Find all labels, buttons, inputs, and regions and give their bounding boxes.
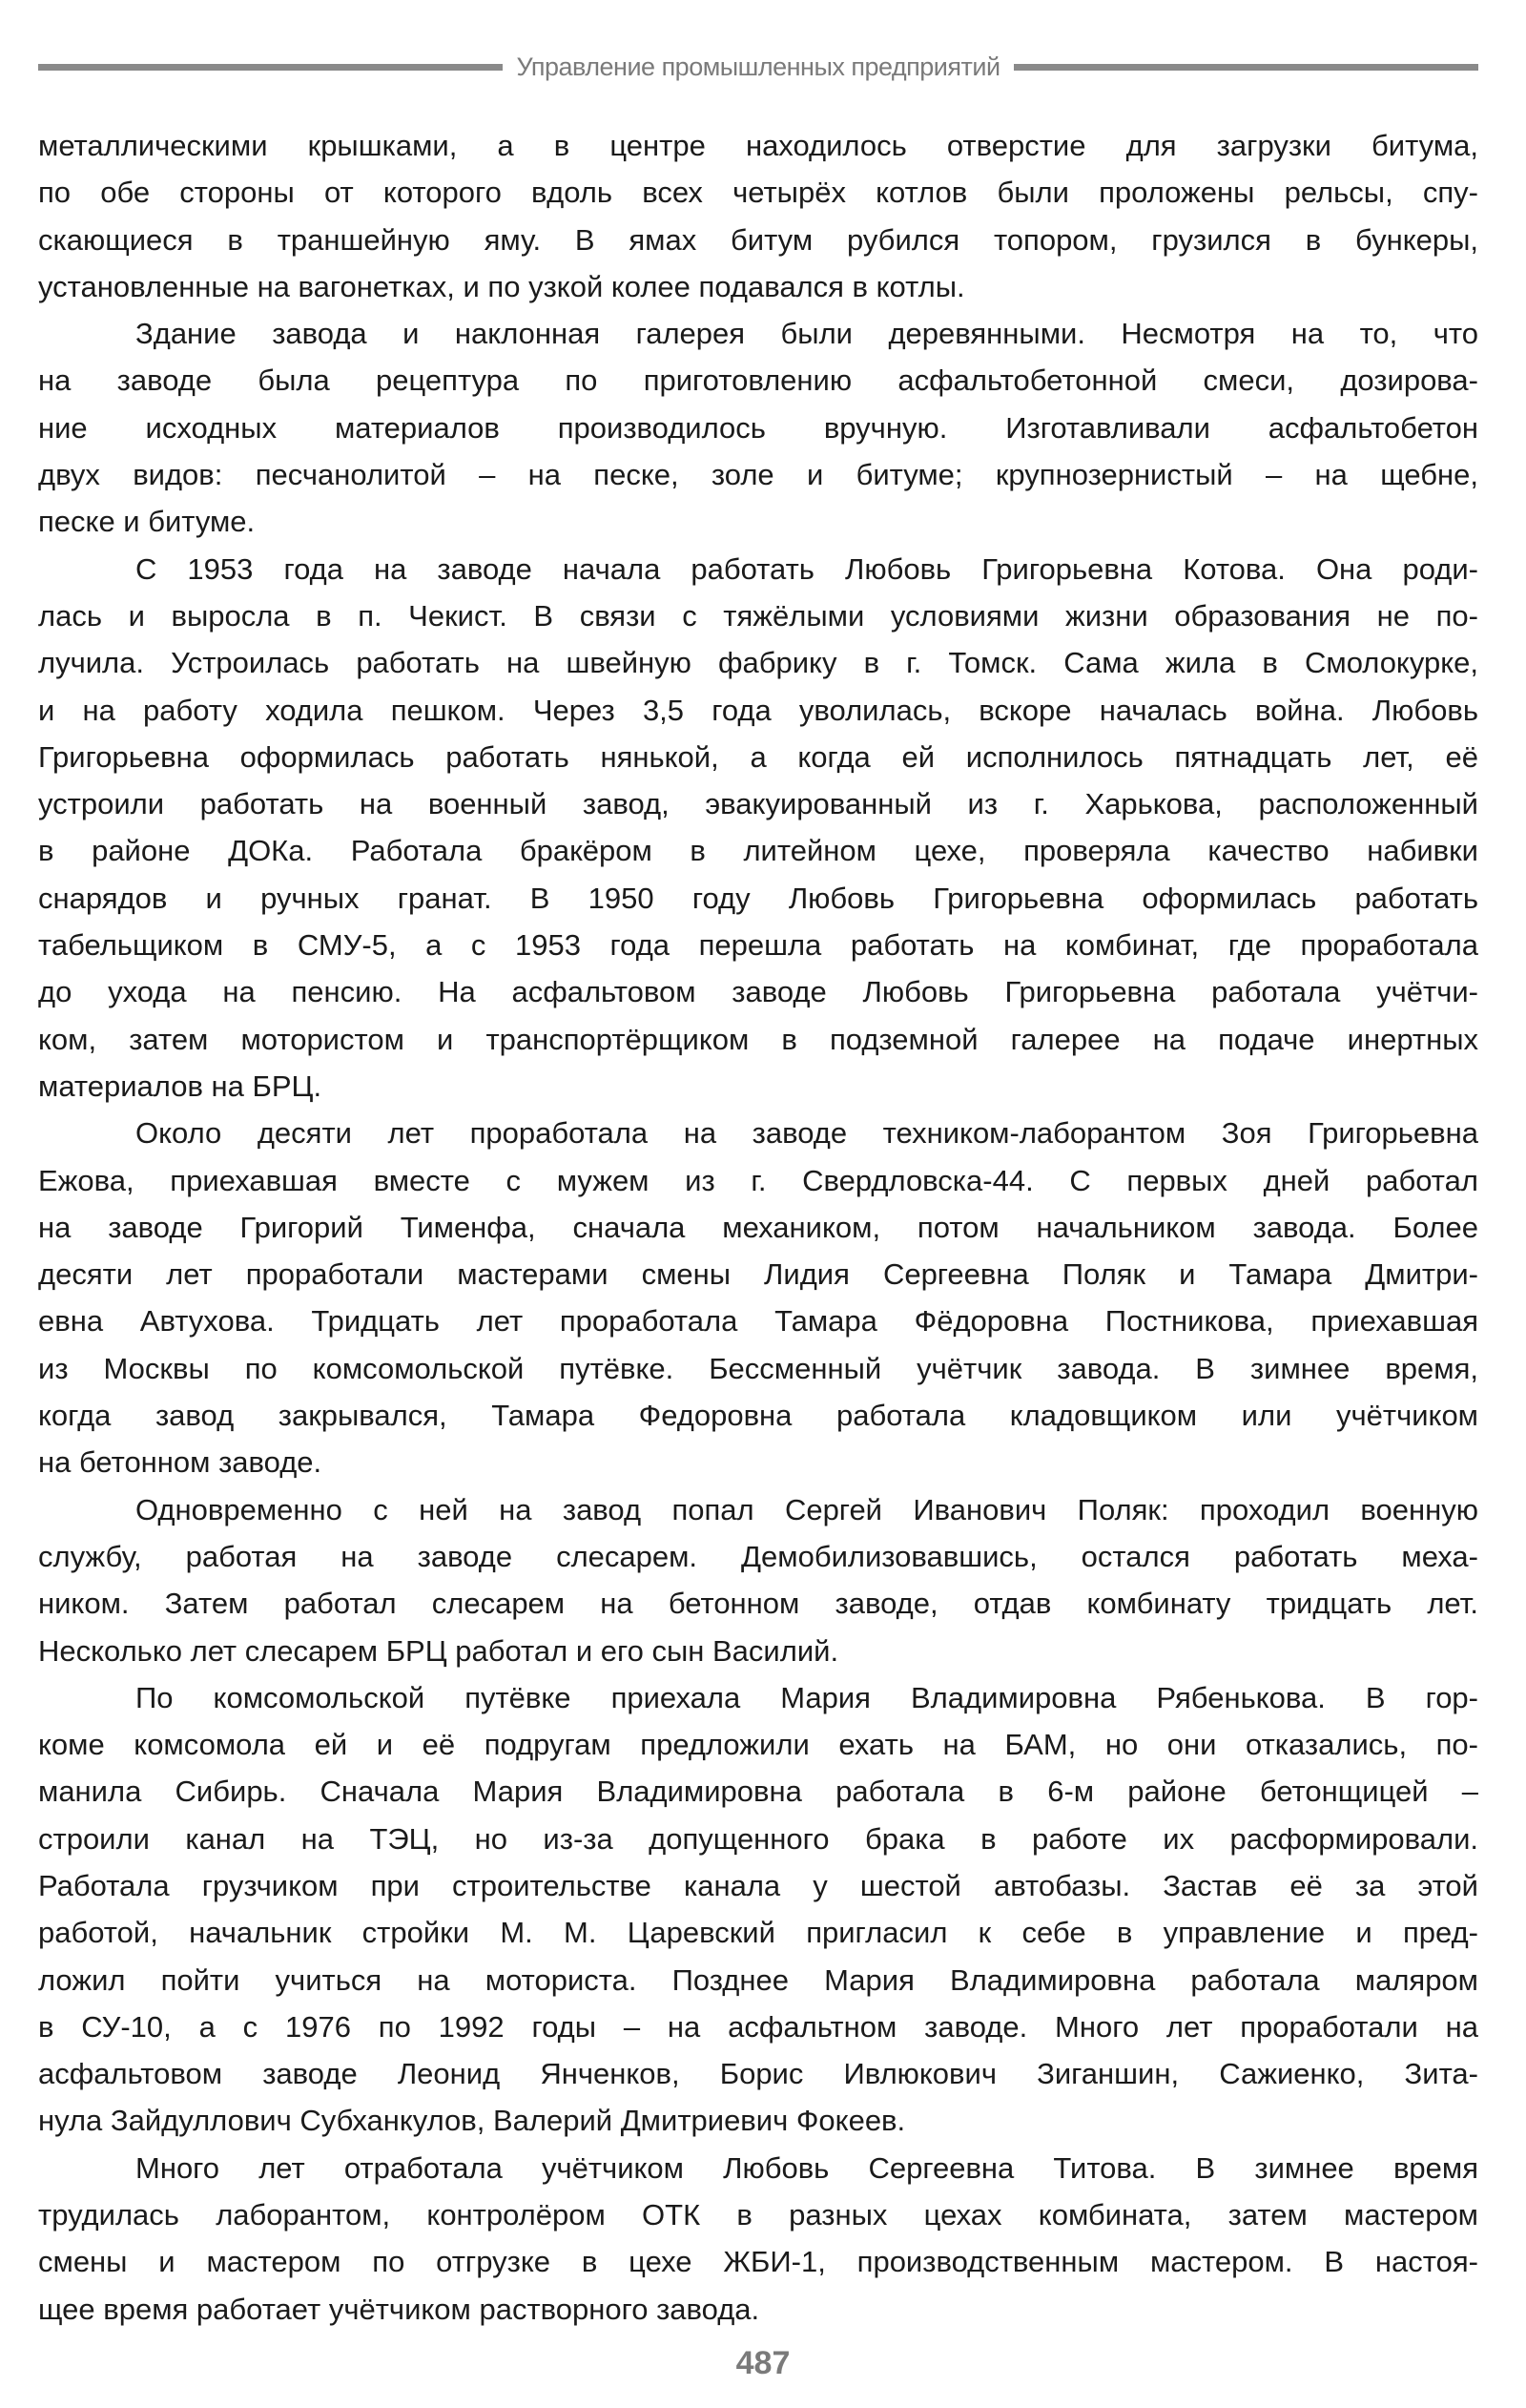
text-line: до ухода на пенсию. На асфальтовом заводе Любовь Григорьевна работала учётчи- <box>38 975 1478 1009</box>
text-line: трудилась лаборантом, контролёром ОТК в разных цехах комбината, затем мастером <box>38 2198 1478 2232</box>
text-line: в районе ДОКа. Работала бракёром в литейном цехе, проверяла качество набивки <box>38 834 1478 868</box>
text-line: лучила. Устроилась работать на швейную фабрику в г. Томск. Сама жила в Смолокурке, <box>38 646 1478 680</box>
text-line: Григорьевна оформилась работать нянькой, а когда ей исполнилось пятнадцать лет, её <box>38 739 1478 774</box>
page-number: 487 <box>735 2345 791 2381</box>
header-rule-left <box>38 64 503 71</box>
text-line: из Москвы по комсомольской путёвке. Бессменный учётчик завода. В зимнее время, <box>38 1351 1478 1385</box>
text-line: работой, начальник стройки М. М. Царевский пригласил к себе в управление и пред- <box>38 1916 1478 1950</box>
text-line: строили канал на ТЭЦ, но из-за допущенного брака в работе их расформировали. <box>38 1821 1478 1856</box>
text-line: когда завод закрывался, Тамара Федоровна работала кладовщиком или учётчиком <box>38 1399 1478 1433</box>
paragraph <box>38 1674 1478 2145</box>
text-line: Ежова, приехавшая вместе с мужем из г. Свердловска-44. С первых дней работал <box>38 1163 1478 1197</box>
text-line: снарядов и ручных гранат. В 1950 году Любовь Григорьевна оформилась работать <box>38 881 1478 915</box>
text-line: нула Зайдуллович Субханкулов, Валерий Дмитриевич Фокеев. <box>38 2104 906 2138</box>
header-rule-right <box>1014 64 1478 71</box>
text-line: табельщиком в СМУ-5, а с 1953 года перешла работать на комбинат, где проработала <box>38 928 1478 963</box>
text-line: лась и выросла в п. Чекист. В связи с тяжёлыми условиями жизни образования не по- <box>38 598 1478 633</box>
text-line: устроили работать на военный завод, эвакуированный из г. Харькова, расположенный <box>38 787 1478 821</box>
text-line: службу, работая на заводе слесарем. Демобилизовавшись, остался работать меха- <box>38 1539 1478 1573</box>
text-line: смены и мастером по отгрузке в цехе ЖБИ-1, производственным мастером. В настоя- <box>38 2245 1478 2279</box>
text-line: щее время работает учётчиком растворного завода. <box>38 2292 760 2326</box>
paragraph <box>38 122 1478 310</box>
text-line: Работала грузчиком при строительстве канала у шестой автобазы. Застав её за этой <box>38 1868 1478 1902</box>
text-line: на заводе Григорий Тименфа, сначала механиком, потом начальником завода. Более <box>38 1210 1478 1244</box>
text-line: коме комсомола ей и её подругам предложили ехать на БАМ, но они отказались, по- <box>38 1728 1478 1762</box>
text-line: на заводе была рецептура по приготовлению асфальтобетонной смеси, дозирова- <box>38 363 1478 398</box>
paragraph <box>38 2145 1478 2333</box>
body-text <box>38 122 1478 2333</box>
running-header <box>38 50 1478 84</box>
text-line: ком, затем мотористом и транспортёрщиком в подземной галерее на подаче инертных <box>38 1022 1478 1056</box>
paragraph <box>38 1486 1478 1674</box>
paragraph <box>38 546 1478 1111</box>
text-line: Одновременно с ней на завод попал Сергей Иванович Поляк: проходил военную <box>135 1492 1478 1526</box>
text-line: на бетонном заводе. <box>38 1445 322 1480</box>
text-line: материалов на БРЦ. <box>38 1069 322 1103</box>
text-line: Здание завода и наклонная галерея были деревянными. Несмотря на то, что <box>135 317 1478 351</box>
text-line: установленные на вагонетках, и по узкой колее подавался в котлы. <box>38 269 965 303</box>
text-line: ложил пойти учиться на моториста. Позднее Мария Владимировна работала маляром <box>38 1962 1478 1997</box>
text-line: С 1953 года на заводе начала работать Любовь Григорьевна Котова. Она роди- <box>135 551 1478 586</box>
text-line: асфальтовом заводе Леонид Янченков, Борис Ивлюкович Зиганшин, Сажиенко, Зита- <box>38 2057 1478 2091</box>
text-line: в СУ-10, а с 1976 по 1992 годы – на асфальтном заводе. Много лет проработали на <box>38 2009 1478 2044</box>
paragraph <box>38 310 1478 545</box>
text-line: манила Сибирь. Сначала Мария Владимировна работала в 6-м районе бетонщицей – <box>38 1775 1478 1809</box>
paragraph <box>38 1110 1478 1485</box>
text-line: Несколько лет слесарем БРЦ работал и его сын Василий. <box>38 1633 839 1668</box>
text-line: По комсомольской путёвке приехала Мария Владимировна Рябенькова. В гор- <box>135 1680 1478 1714</box>
text-line: металлическими крышками, а в центре находилось отверстие для загрузки битума, <box>38 129 1478 162</box>
text-line: и на работу ходила пешком. Через 3,5 года уволилась, вскоре началась война. Любовь <box>38 693 1478 727</box>
running-header-title: Управление промышленных предприятий <box>516 52 1000 81</box>
text-line: ние исходных материалов производилось вручную. Изготавливали асфальтобетон <box>38 410 1478 445</box>
text-line: Около десяти лет проработала на заводе техником-лаборантом Зоя Григорьевна <box>135 1116 1478 1151</box>
text-line: по обе стороны от которого вдоль всех четырёх котлов были проложены рельсы, спу- <box>38 176 1478 210</box>
text-line: двух видов: песчанолитой – на песке, золе и битуме; крупнозернистый – на щебне, <box>38 458 1478 492</box>
text-line: песке и битуме. <box>38 505 256 539</box>
text-line: ником. Затем работал слесарем на бетонном заводе, отдав комбинату тридцать лет. <box>38 1587 1478 1621</box>
text-line: скающиеся в траншейную яму. В ямах битум рубился топором, грузился в бункеры, <box>38 222 1478 257</box>
text-line: десяти лет проработали мастерами смены Лидия Сергеевна Поляк и Тамара Дмитри- <box>38 1257 1478 1292</box>
text-line: Много лет отработала учётчиком Любовь Сергеевна Титова. В зимнее время <box>135 2150 1478 2185</box>
text-line: евна Автухова. Тридцать лет проработала Тамара Фёдоровна Постникова, приехавшая <box>38 1304 1478 1339</box>
